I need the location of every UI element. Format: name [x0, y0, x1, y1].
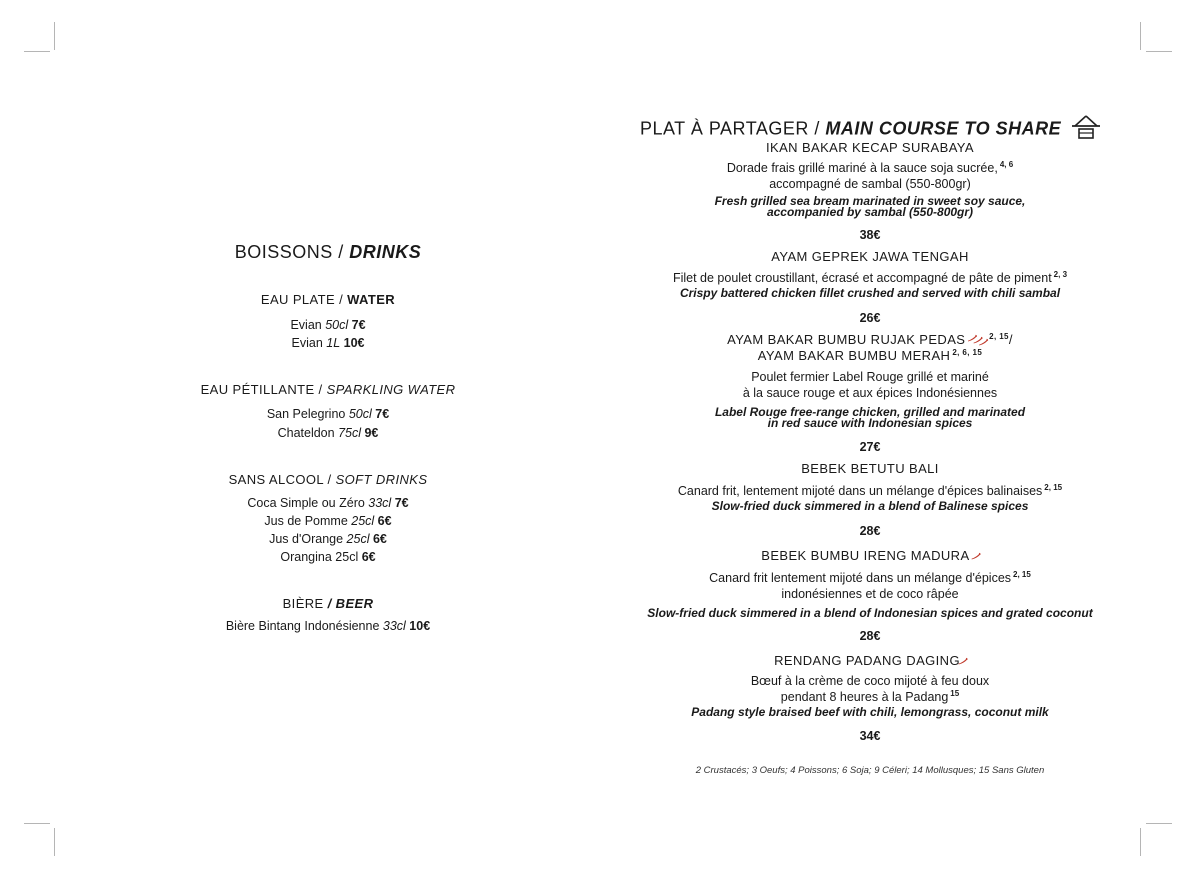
dish-desc-en: Padang style braised beef with chili, lemongrass, coconut milk — [691, 705, 1049, 719]
crop-mark — [1140, 828, 1141, 856]
dish-desc-fr: à la sauce rouge et aux épices Indonésiennes — [742, 386, 998, 400]
drink-item: San Pelegrino 50cl 7€ — [266, 407, 390, 421]
chili-icon: ﾉﾉﾉ — [967, 332, 989, 350]
dish-price: 34€ — [859, 729, 881, 743]
dish-desc-fr: Bœuf à la crème de coco mijoté à feu doux — [750, 674, 990, 688]
crop-mark — [24, 51, 50, 52]
drinks-title: BOISSONS / DRINKS — [234, 242, 422, 262]
drink-item: Jus d'Orange 25cl 6€ — [269, 532, 387, 546]
dish-desc-fr: indonésiennes et de coco râpée — [781, 587, 959, 601]
crop-mark — [1146, 51, 1172, 52]
allergen-legend: 2 Crustacés; 3 Oeufs; 4 Poissons; 6 Soja; 9 Céleri; 14 Mollusques; 15 Sans Gluten — [695, 765, 1045, 776]
crop-mark — [54, 22, 55, 50]
dish-name: RENDANG PADANG DAGINGﾉ — [774, 653, 968, 669]
soft-drinks-heading: SANS ALCOOL / SOFT DRINKS — [228, 472, 428, 487]
dish-desc-en: Slow-fried duck simmered in a blend of Indonesian spices and grated coconut — [647, 606, 1093, 620]
dish-desc-fr: Dorade frais grillé mariné à la sauce soja sucrée, $^{4, 6}$ — [726, 160, 1014, 175]
dish-desc-fr: pendant 8 heures à la Padang $^{15}$ — [780, 689, 960, 704]
dish-price: 38€ — [859, 228, 881, 242]
crop-mark — [54, 828, 55, 856]
dish-price: 26€ — [859, 311, 881, 325]
dish-name: IKAN BAKAR KECAP SURABAYA — [766, 140, 974, 155]
dish-desc-fr: Canard frit lentement mijoté dans un mélange d'épices $^{2, 15}$ — [709, 570, 1031, 585]
crop-mark — [1146, 823, 1172, 824]
sparkling-heading: EAU PÉTILLANTE / SPARKLING WATER — [200, 382, 456, 397]
dish-desc-fr: Filet de poulet croustillant, écrasé et accompagné de pâte de piment $^{2, 3}$ — [672, 270, 1068, 285]
dish-desc-en: Slow-fried duck simmered in a blend of Balinese spices — [711, 499, 1029, 513]
chili-icon: ﾉ — [957, 655, 968, 669]
drink-item: Coca Simple ou Zéro 33cl 7€ — [247, 496, 409, 510]
drink-item: Bière Bintang Indonésienne 33cl 10€ — [225, 619, 431, 633]
dish-desc-fr: accompagné de sambal (550-800gr) — [769, 177, 971, 191]
drink-item: Evian 50cl 7€ — [290, 318, 366, 332]
dish-desc-en: in red sauce with Indonesian spices — [767, 416, 973, 430]
beer-heading: BIÈRE / BEER — [282, 596, 374, 611]
dish-name-alt: AYAM BAKAR BUMBU MERAH $^{2, 6, 15}$ — [757, 348, 983, 363]
dish-desc-en: Label Rouge free-range chicken, grilled and marinated — [714, 405, 1026, 419]
dish-desc-en: Fresh grilled sea bream marinated in sweet soy sauce, — [714, 194, 1026, 208]
dish-name: AYAM BAKAR BUMBU RUJAK PEDAS ﾉﾉﾉ$^{2, 15}$/ — [640, 332, 1100, 348]
dish-price: 28€ — [859, 629, 881, 643]
dish-desc-fr: Poulet fermier Label Rouge grillé et mariné — [751, 370, 989, 384]
dish-desc-fr: Canard frit, lentement mijoté dans un mélange d'épices balinaises $^{2, 15}$ — [677, 483, 1063, 498]
drink-item: Chateldon 75cl 9€ — [277, 426, 379, 440]
dish-name: BEBEK BETUTU BALI — [801, 461, 939, 476]
dish-price: 28€ — [859, 524, 881, 538]
drink-item: Orangina 25cl 6€ — [280, 550, 376, 564]
dish-name: AYAM GEPREK JAWA TENGAH — [771, 249, 969, 264]
mains-title: PLAT À PARTAGER / MAIN COURSE TO SHARE — [640, 114, 1100, 145]
chili-icon: ﾉ — [970, 550, 981, 564]
dish-desc-en: Crispy battered chicken fillet crushed and served with chili sambal — [679, 286, 1061, 300]
drink-item: Jus de Pomme 25cl 6€ — [264, 514, 392, 528]
drink-item: Evian 1L 10€ — [291, 336, 365, 350]
dish-price: 27€ — [859, 440, 881, 454]
water-heading: EAU PLATE / WATER — [260, 292, 396, 307]
dish-desc-en: accompanied by sambal (550-800gr) — [766, 205, 974, 219]
crop-mark — [24, 823, 50, 824]
dish-name: BEBEK BUMBU IRENG MADURA ﾉ — [761, 548, 981, 564]
crop-mark — [1140, 22, 1141, 50]
